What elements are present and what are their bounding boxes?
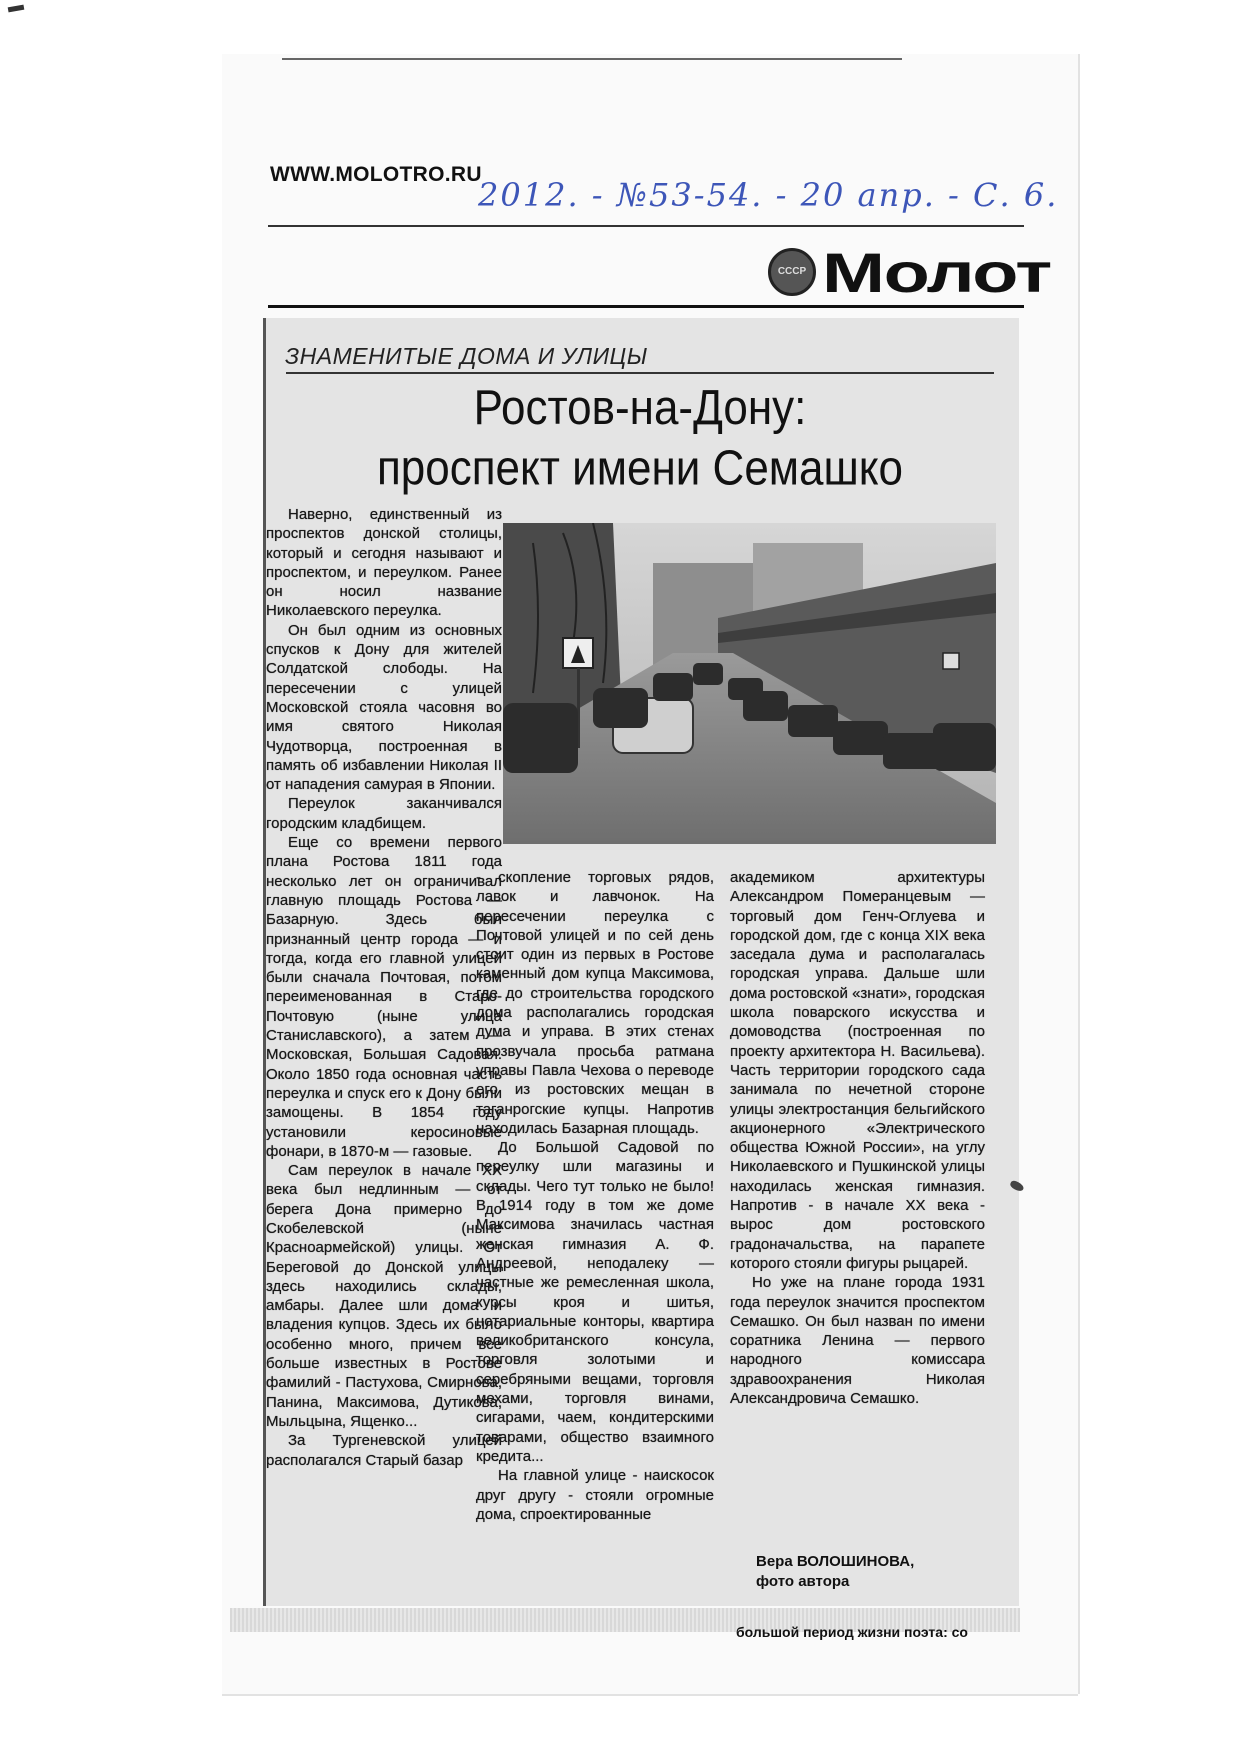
handwritten-citation: 2012. - №53-54. - 20 апр. - С. 6. <box>478 176 1059 214</box>
article-column-1 <box>266 505 502 1470</box>
photo-credit: фото автора <box>756 1573 850 1590</box>
article-column-2 <box>476 868 714 1524</box>
article-byline <box>756 1552 914 1592</box>
paragraph: До Большой Садовой по переулку шли магазины и склады. Чего тут только не было! В 1914 году в том же доме Максимова значилась частная женская гимназия А. Ф. Андреевой, неподалеку — частные же ремесленная школа, курсы кроя и шитья, нотариальные конторы, квартира великобританского консула, торговля золотыми и серебряными вещами, торговля мехами, торговля винами, сигарами, чаем, кондитерскими товарами, общество взаимного кредита... <box>476 1139 714 1465</box>
street-photo-illustration <box>503 523 996 844</box>
headline-line-2: проспект имени Семашко <box>376 440 904 496</box>
headline-line-1: Ростов-на-Дону: <box>473 380 807 436</box>
paragraph: Еще со времени первого плана Ростова 1811 года несколько лет он ограничивал главную площадь Ростова — Базарную. Здесь был признанный центр города — и тогда, когда его главной улицей были сначала Почтовая, потом переименованная в Старо-Почтовую (ныне улица Станиславского), а затем — Московская, Большая Садовая. Около 1850 года основная часть переулка и спуск его к Дону были замощены. В 1854 году установили керосиновые фонари, в 1870-м — газовые. <box>266 834 502 1160</box>
site-url: WWW.MOLOTRO.RU <box>270 163 482 186</box>
paragraph: Наверно, единственный из проспектов донской столицы, который и сегодня называют и проспектом, и переулком. Ранее он носил название Николаевского переулка. <box>266 506 502 620</box>
article-column-3 <box>730 868 985 1408</box>
article-headline <box>286 378 994 499</box>
logo-wordmark: Молот <box>822 241 1051 304</box>
header-rule <box>268 225 1024 227</box>
paragraph: На главной улице - наискосок друг другу - стояли огромные дома, спроектированные <box>476 1467 714 1523</box>
paragraph: За Тургеневской улицей располагался Старый базар <box>266 1432 502 1469</box>
rubric-rule <box>286 372 994 374</box>
order-badge-icon: СССР <box>768 248 816 296</box>
next-article-fragment: большой период жизни поэта: со <box>736 1624 968 1640</box>
paragraph: - скопление торговых рядов, лавок и лавчонок. На пересечении переулка с Почтовой улицей и по сей день стоит один из первых в Ростове каменный дом купца Максимова, где до строительства городского дома располагались городская дума и управа. В этих стенах прозвучала просьба ратмана управы Павла Чехова о переводе его из ростовских мещан в таганрогские купцы. Напротив находилась Базарная площадь. <box>476 869 714 1137</box>
clipping-top-edge <box>282 58 902 60</box>
masthead-rule <box>268 305 1024 308</box>
paragraph: Переулок заканчивался городским кладбищем. <box>266 795 502 832</box>
paragraph: Сам переулок в начале XX века был недлинным — от берега Дона примерно до Скобелевской (ныне Красноармейской) улицы. От Береговой до Донской улицы здесь находились склады, амбары. Далее шли дома и владения купцов. Здесь их было особенно много, причем все больше известных в Ростове фамилий - Пастухова, Смирнова, Панина, Максимова, Дутикова, Мыльцына, Ященко... <box>266 1162 502 1430</box>
scan-artifact <box>8 5 25 13</box>
paragraph: Он был одним из основных спусков к Дону для жителей Солдатской слободы. На пересечении с улицей Московской стояла часовня во имя святого Николая Чудотворца, построенная в память об избавлении Николая II от нападения самурая в Японии. <box>266 621 502 794</box>
paragraph: академиком архитектуры Александром Померанцевым — торговый дом Генч-Оглуева и городской дом, где с конца XIX века заседала дума и располагалась городская управа. Дальше шли дома ростовской «знати», городская школа поварского искусства и домоводства (построенная по проекту архитектора Н. Васильева). Часть территории городского сада занимала по нечетной стороне улицы электростанция бельгийского акционерного «Электрического общества Южной России», на углу Николаевского и Пушкинской улицы находилась женская гимназия. Напротив - в начале XX века - вырос дом ростовского градоначальства, на парапете которого стояли фигуры рыцарей. <box>730 869 985 1272</box>
paragraph: Но уже на плане города 1931 года переулок значится проспектом Семашко. Он был назван по имени соратника Ленина — первого народного комиссара здравоохранения Николая Александровича Семашко. <box>730 1274 985 1408</box>
street-photo <box>503 523 996 844</box>
newspaper-logo <box>768 241 1051 304</box>
article-rubric: ЗНАМЕНИТЫЕ ДОМА И УЛИЦЫ <box>285 343 648 369</box>
author-name: Вера ВОЛОШИНОВА, <box>756 1553 915 1570</box>
